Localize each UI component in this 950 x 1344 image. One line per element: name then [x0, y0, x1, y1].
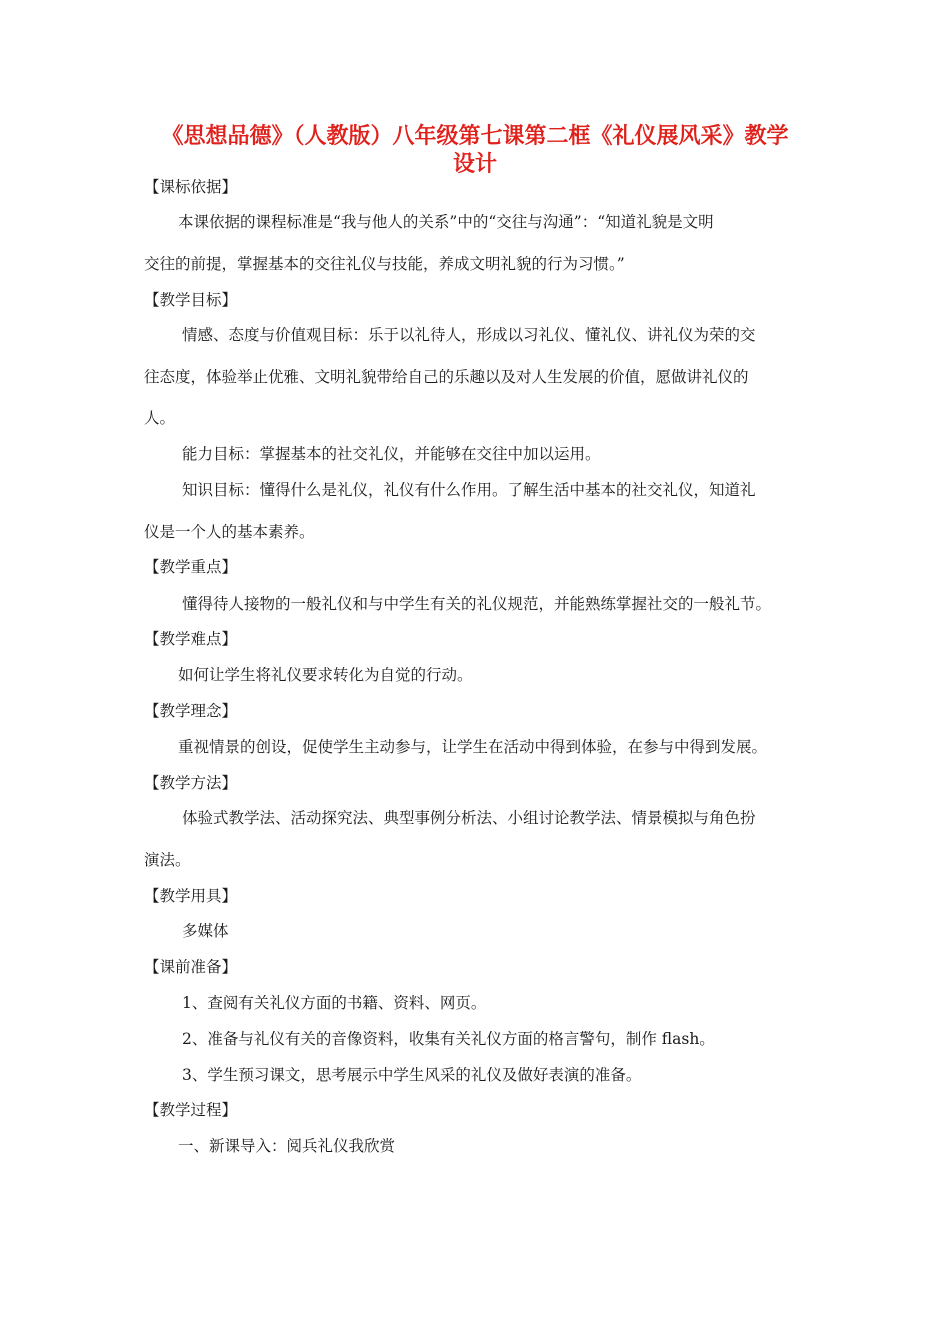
zhongdian-text: 懂得待人接物的一般礼仪和与中学生有关的礼仪规范，并能熟练掌握社交的一般礼节。	[182, 595, 772, 613]
section-heading-guocheng: 【教学过程】	[144, 1101, 238, 1119]
yongju-text: 多媒体	[182, 922, 229, 940]
mubiao-zhishi-line-1: 知识目标：懂得什么是礼仪，礼仪有什么作用。了解生活中基本的社交礼仪，知道礼	[182, 481, 756, 499]
section-heading-mubiao: 【教学目标】	[144, 291, 238, 309]
fangfa-text-line-1: 体验式教学法、活动探究法、典型事例分析法、小组讨论教学法、情景模拟与角色扮	[182, 809, 756, 827]
fangfa-text-line-2: 演法。	[144, 851, 191, 869]
document-title-line-2: 设计	[452, 152, 497, 177]
kebiao-paragraph-line-2: 交往的前提，掌握基本的交往礼仪与技能，养成文明礼貌的行为习惯。”	[144, 255, 625, 273]
section-heading-zhunbei: 【课前准备】	[144, 958, 238, 976]
mubiao-nengli: 能力目标：掌握基本的社交礼仪，并能够在交往中加以运用。	[182, 445, 601, 463]
mubiao-qinggan-line-3: 人。	[144, 409, 176, 427]
nandian-text: 如何让学生将礼仪要求转化为自觉的行动。	[178, 666, 473, 684]
section-heading-linian: 【教学理念】	[144, 702, 238, 720]
linian-text: 重视情景的创设，促使学生主动参与，让学生在活动中得到体验，在参与中得到发展。	[178, 738, 768, 756]
zhunbei-item-3: 3、学生预习课文，思考展示中学生风采的礼仪及做好表演的准备。	[182, 1066, 642, 1084]
zhunbei-item-1: 1、查阅有关礼仪方面的书籍、资料、网页。	[182, 994, 487, 1012]
section-heading-fangfa: 【教学方法】	[144, 774, 238, 792]
section-heading-zhongdian: 【教学重点】	[144, 558, 238, 576]
mubiao-qinggan-line-1: 情感、态度与价值观目标：乐于以礼待人，形成以习礼仪、懂礼仪、讲礼仪为荣的交	[182, 326, 756, 344]
mubiao-qinggan-line-2: 往态度，体验举止优雅、文明礼貌带给自己的乐趣以及对人生发展的价值，愿做讲礼仪的	[144, 368, 749, 386]
section-heading-kebiao: 【课标依据】	[144, 178, 238, 196]
guocheng-text: 一、新课导入：阅兵礼仪我欣赏	[178, 1137, 396, 1155]
section-heading-yongju: 【教学用具】	[144, 887, 238, 905]
document-title-line-1: 《思想品德》（人教版）八年级第七课第二框《礼仪展风采》教学	[161, 124, 789, 149]
zhunbei-item-2: 2、准备与礼仪有关的音像资料，收集有关礼仪方面的格言警句，制作 flash。	[182, 1030, 715, 1048]
section-heading-nandian: 【教学难点】	[144, 630, 238, 648]
mubiao-zhishi-line-2: 仪是一个人的基本素养。	[144, 523, 315, 541]
kebiao-paragraph-line-1: 本课依据的课程标准是“我与他人的关系”中的“交往与沟通”：“知道礼貌是文明	[178, 213, 714, 231]
